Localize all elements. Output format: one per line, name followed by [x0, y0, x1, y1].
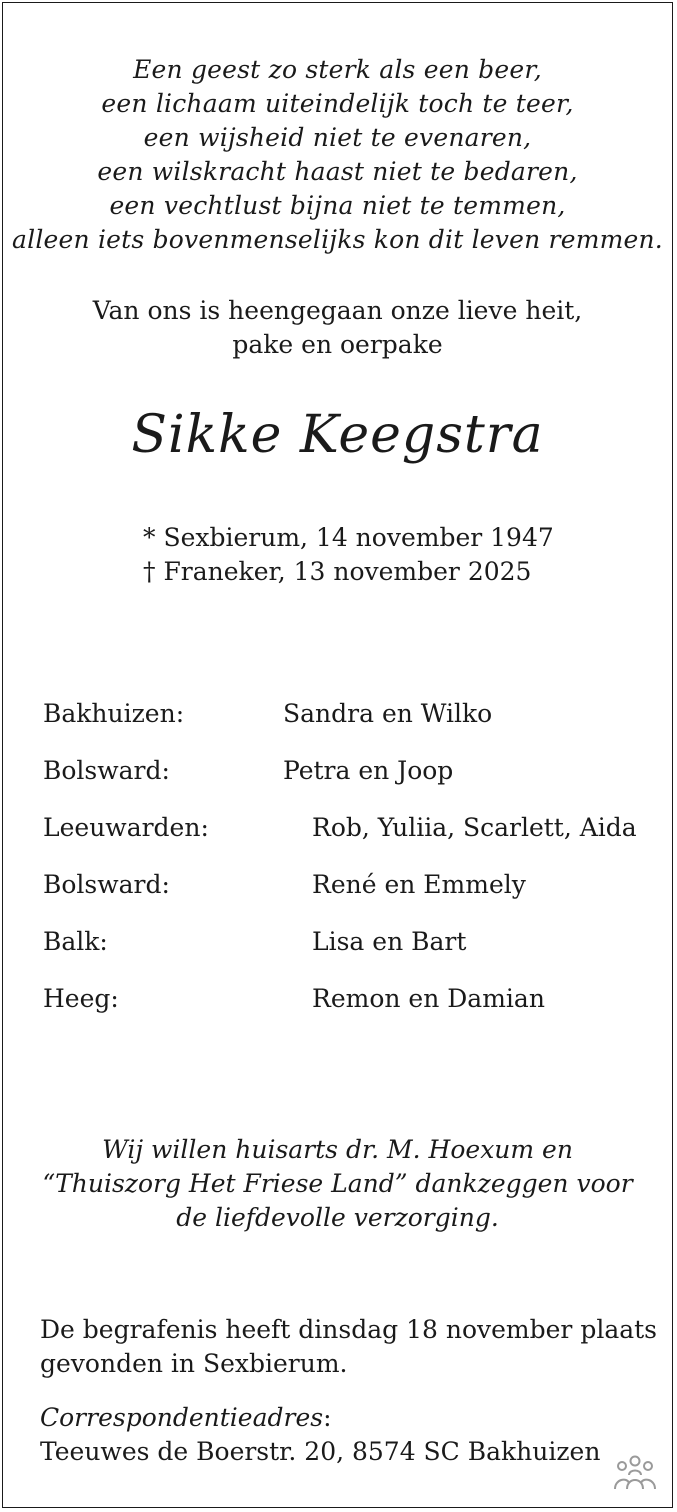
family-names: Rob, Yuliia, Scarlett, Aida: [312, 813, 637, 842]
funeral-line: De begrafenis heeft dinsdag 18 november plaats: [40, 1315, 658, 1344]
funeral-notice: [40, 1313, 657, 1381]
family-place: Heeg:: [43, 984, 119, 1013]
intro-text: [3, 294, 672, 362]
family-place: Bolsward:: [43, 756, 170, 785]
thanks-text: [3, 1133, 672, 1235]
intro-line: pake en oerpake: [232, 330, 443, 359]
thanks-line: Wij willen huisarts dr. M. Hoexum en: [102, 1135, 573, 1164]
poem: [3, 53, 672, 257]
correspondence: [40, 1401, 600, 1469]
poem-line: Een geest zo sterk als een beer,: [133, 55, 542, 84]
poem-line: een lichaam uiteindelijk toch te teer,: [101, 89, 574, 118]
family-place: Bolsward:: [43, 870, 170, 899]
life-dates: [143, 521, 554, 589]
death-date: † Franeker, 13 november 2025: [143, 557, 532, 586]
poem-line: een vechtlust bijna niet te temmen,: [109, 191, 566, 220]
family-place: Balk:: [43, 927, 108, 956]
correspondence-label: Correspondentieadres: [40, 1403, 324, 1432]
poem-line: een wijsheid niet te evenaren,: [143, 123, 532, 152]
family-logo-icon: [612, 1453, 658, 1493]
intro-line: Van ons is heengegaan onze lieve heit,: [92, 296, 583, 325]
family-place: Bakhuizen:: [43, 699, 185, 728]
thanks-line: “Thuiszorg Het Friese Land” dankzeggen voor: [42, 1169, 633, 1198]
obituary-card: [2, 2, 673, 1508]
poem-line: alleen iets bovenmenselijks kon dit leven remmen.: [12, 225, 663, 254]
funeral-line: gevonden in Sexbierum.: [40, 1349, 348, 1378]
family-names: René en Emmely: [312, 870, 526, 899]
poem-line: een wilskracht haast niet te bedaren,: [97, 157, 578, 186]
family-names: Remon en Damian: [312, 984, 545, 1013]
family-place: Leeuwarden:: [43, 813, 209, 842]
deceased-name: Sikke Keegstra: [131, 405, 544, 465]
family-names: Petra en Joop: [283, 756, 454, 785]
family-names: Sandra en Wilko: [283, 699, 493, 728]
correspondence-address: Teeuwes de Boerstr. 20, 8574 SC Bakhuizen: [40, 1437, 601, 1466]
family-names: Lisa en Bart: [312, 927, 467, 956]
correspondence-colon: :: [323, 1403, 332, 1432]
thanks-line: de liefdevolle verzorging.: [176, 1203, 499, 1232]
birth-date: * Sexbierum, 14 november 1947: [143, 523, 554, 552]
correspondence-heading: [40, 1401, 600, 1435]
